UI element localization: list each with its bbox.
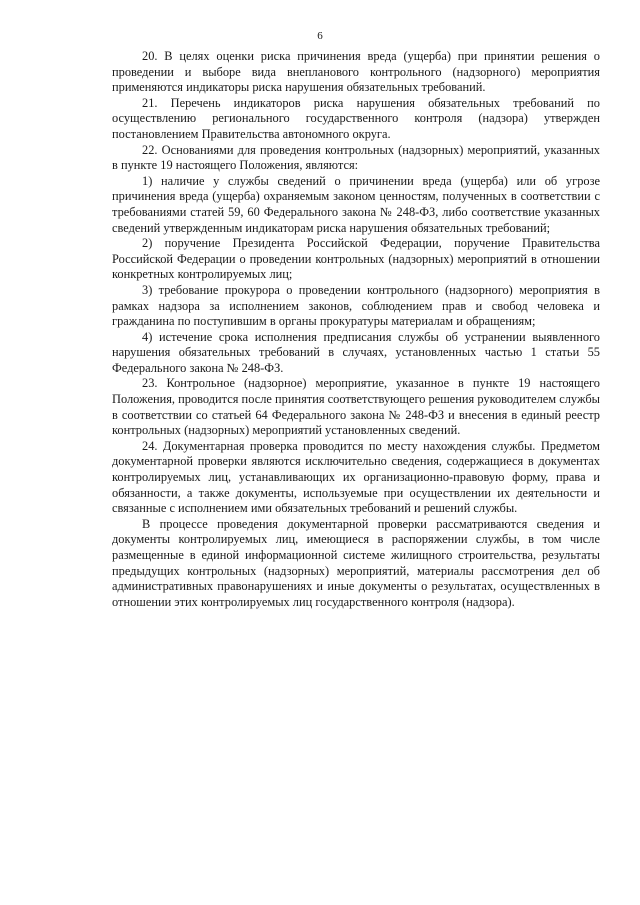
paragraph-23: 23. Контрольное (надзорное) мероприятие, указанное в пункте 19 настоящего Положения, проводится после принятия соответствующего решения руководителем службы в соответствии со статьей 64 Федерального закона № 248-ФЗ и внесения в единый реестр контрольных (надзорных) мероприятий установленных сведений. xyxy=(112,376,600,438)
paragraph-24: 24. Документарная проверка проводится по месту нахождения службы. Предметом документарной проверки являются исключительно сведения, содержащиеся в документах контролируемых лиц, устанавливающих их организационно-правовую форму, права и обязанности, а также документы, используемые при осуществлении их деятельности и связанные с исполнением ими обязательных требований и решений службы. xyxy=(112,438,600,516)
paragraph-20: 20. В целях оценки риска причинения вреда (ущерба) при принятии решения о проведении и выборе вида внепланового контрольного (надзорного) мероприятия применяются индикаторы риска нарушения обязательных требований. xyxy=(112,49,600,95)
page-number: 6 xyxy=(317,30,323,42)
list-item-3: 3) требование прокурора о проведении контрольного (надзорного) мероприятия в рамках надзора за исполнением законов, соблюдением прав и свобод человека и гражданина по поступившим в органы прокуратуры материалам и обращениям; xyxy=(112,282,600,329)
list-item-4: 4) истечение срока исполнения предписания службы об устранении выявленного нарушения обязательных требований в случаях, установленных частью 1 статьи 55 Федерального закона № 248-ФЗ. xyxy=(112,329,600,375)
list-item-2: 2) поручение Президента Российской Федерации, поручение Правительства Российской Федерации о проведении контрольных (надзорных) мероприятий в отношении конкретных контролируемых лиц; xyxy=(112,236,600,282)
paragraph-24-continued: В процессе проведения документарной проверки рассматриваются сведения и документы контролируемых лиц, имеющиеся в распоряжении службы, в том числе размещенные в единой информационной системе жилищного строительства, результаты предыдущих контрольных (надзорных) мероприятий, материалы рассмотрения дел об административных правонарушениях и иные документы о результатах, осуществленных в отношении этих контролируемых лиц государственного контроля (надзора). xyxy=(112,516,600,609)
paragraph-22: 22. Основаниями для проведения контрольных (надзорных) мероприятий, указанных в пункте 19 настоящего Положения, являются: xyxy=(112,142,600,173)
list-item-1: 1) наличие у службы сведений о причинении вреда (ущерба) или об угрозе причинения вреда (ущерба) охраняемым законом ценностям, полученных в соответствии с требованиями статей 59, 60 Федерального закона № 248-ФЗ, либо соответствие указанных сведений утвержденным индикаторам риска нарушения обязательных требований; xyxy=(112,173,600,235)
document-body xyxy=(112,49,600,610)
paragraph-21: 21. Перечень индикаторов риска нарушения обязательных требований по осуществлению регионального государственного контроля (надзора) утвержден постановлением Правительства автономного округа. xyxy=(112,95,600,141)
